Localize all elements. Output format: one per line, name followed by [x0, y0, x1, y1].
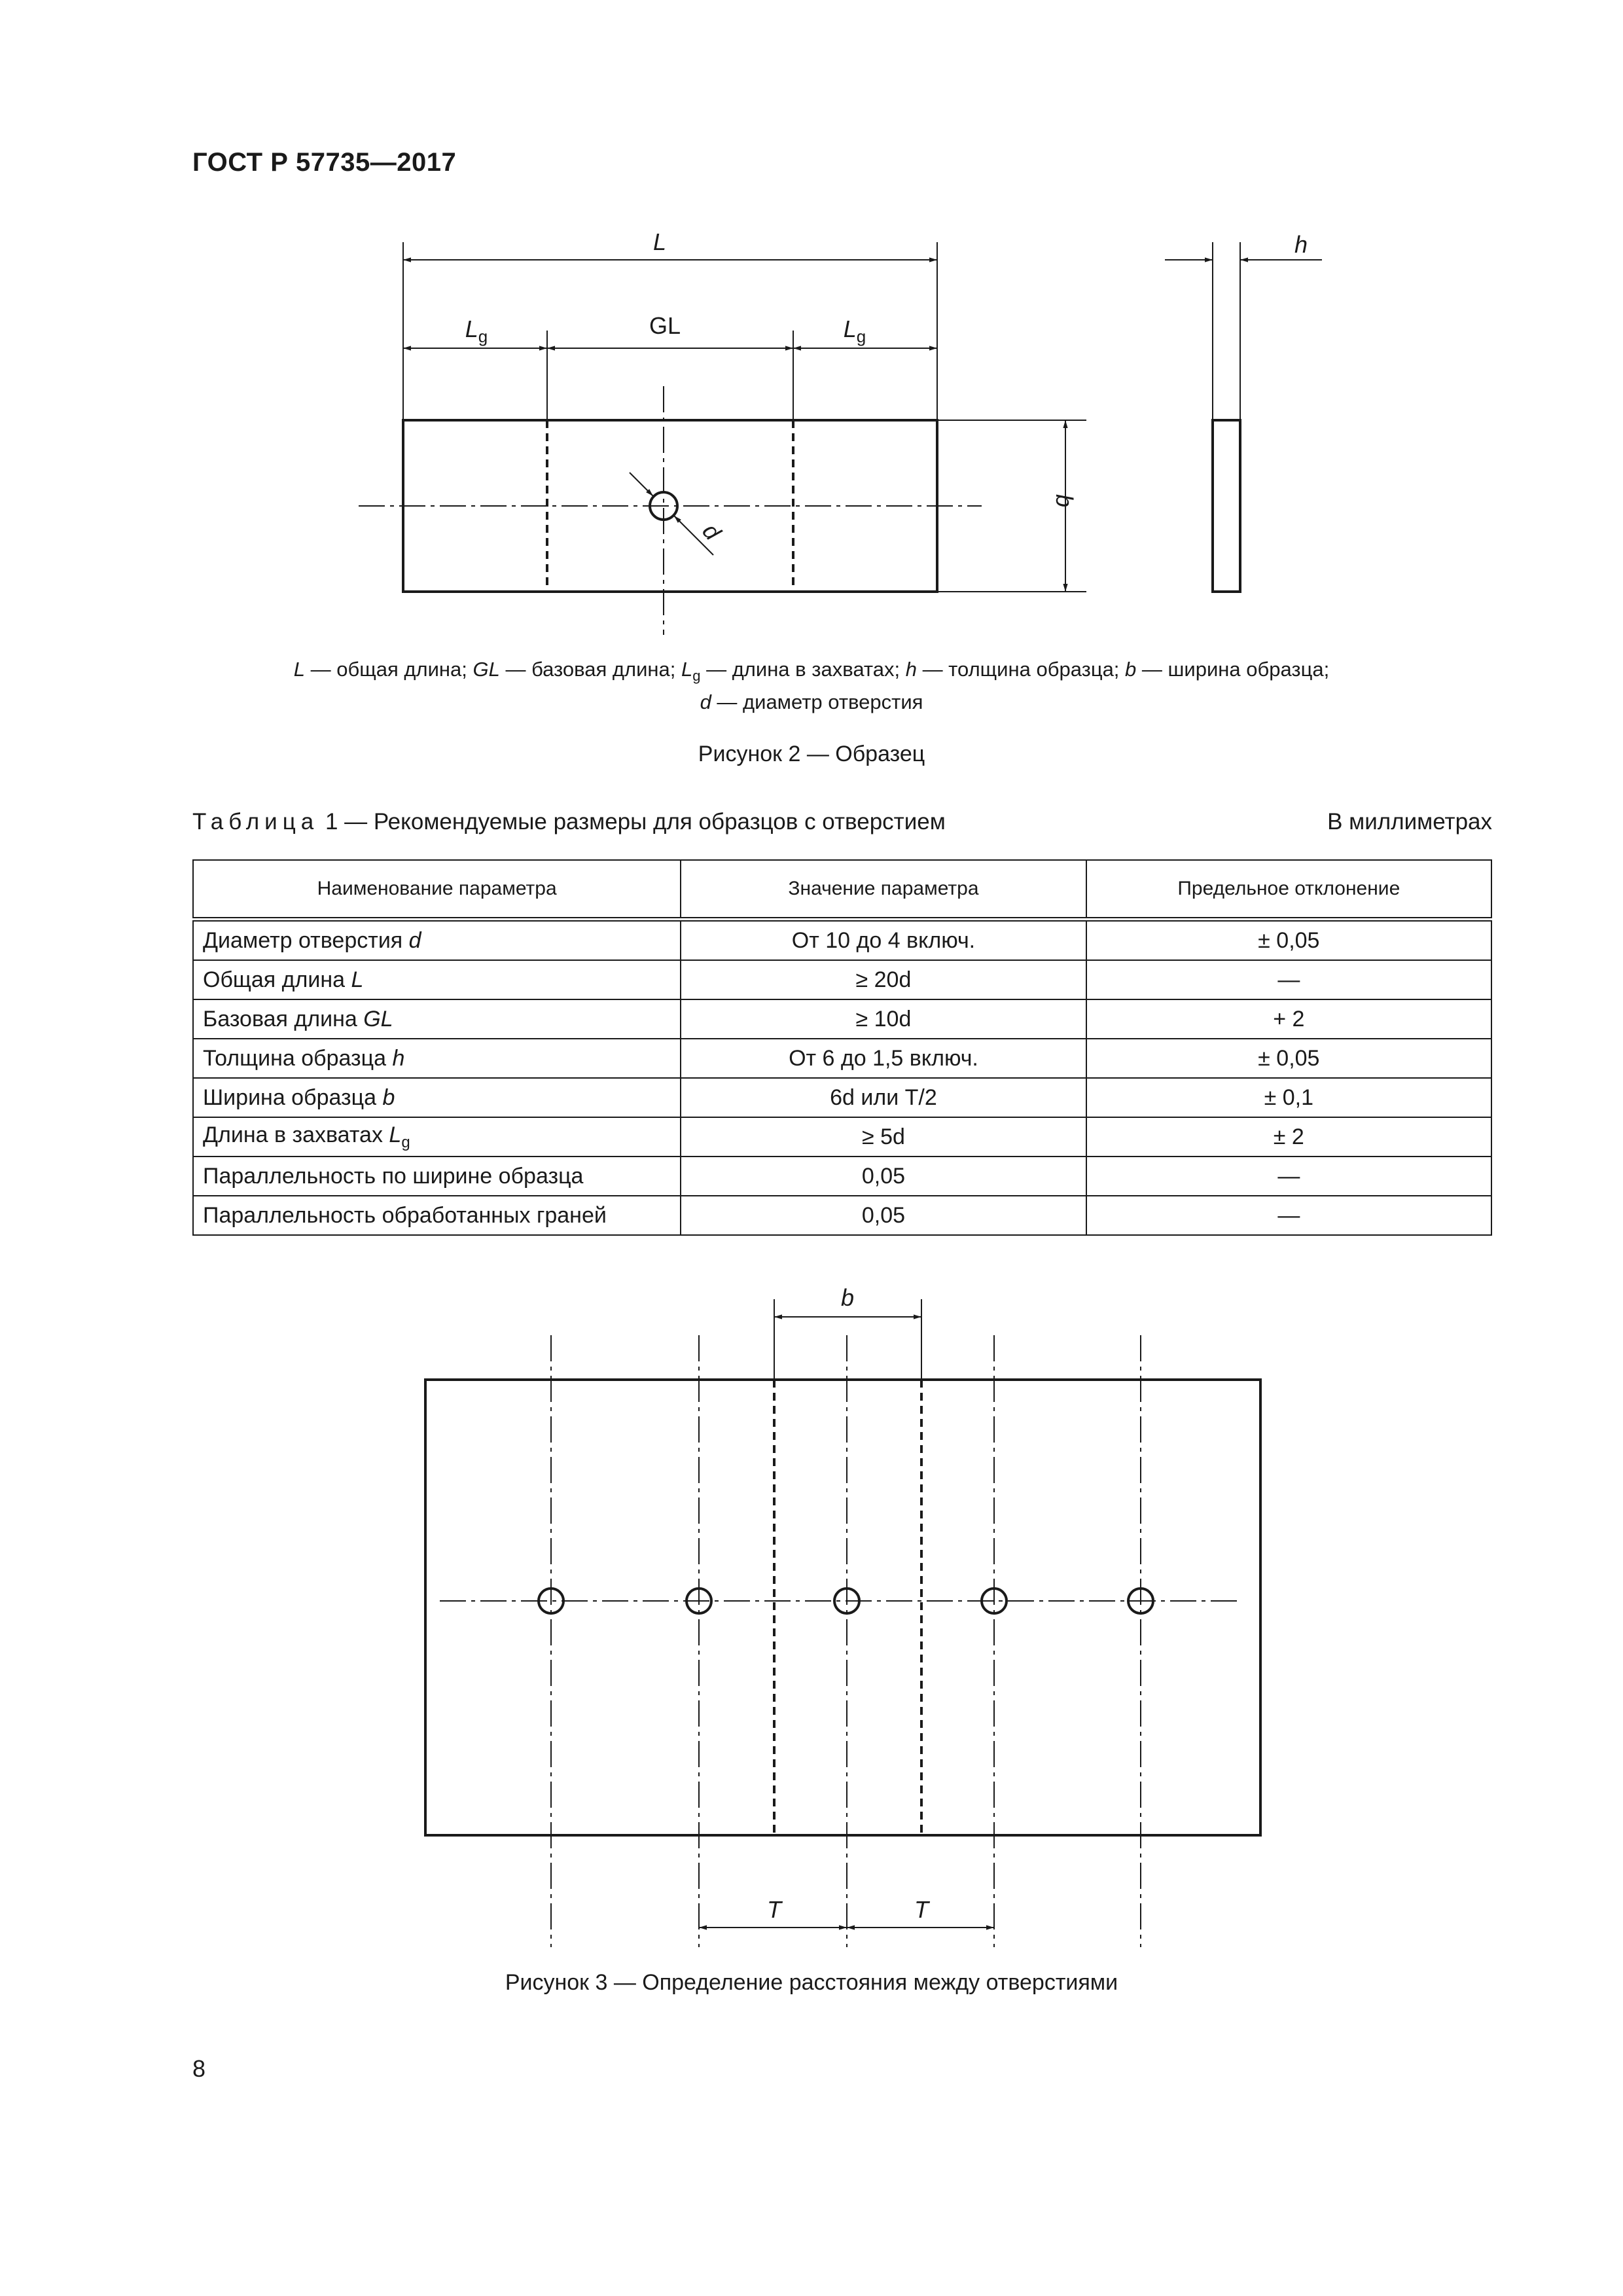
parameter-symbol: d [408, 927, 421, 953]
table-row [193, 1157, 1491, 1196]
specimen-side-view [1213, 420, 1240, 592]
parameter-symbol: L [389, 1122, 402, 1147]
table-row [193, 1117, 1491, 1157]
parameter-tolerance: — [1086, 1196, 1491, 1235]
parameter-symbol: b [382, 1085, 395, 1110]
parameter-value: 0,05 [681, 1196, 1086, 1235]
parameter-tolerance: ± 0,05 [1086, 920, 1491, 961]
parameter-name-cell [193, 1078, 681, 1117]
figure-2-legend-line-1: L — общая длина; GL — базовая длина; $L_g$ — длина в захватах; h — толщина образца; b — ширина образца; [293, 658, 1330, 685]
label-b: b [1051, 493, 1078, 508]
parameter-name: Общая длина [203, 967, 351, 992]
parameter-value: 6d или T/2 [681, 1078, 1086, 1117]
figure-2-caption: Рисунок 2 — Образец [698, 742, 925, 766]
parameter-name-cell [193, 1196, 681, 1235]
label-GL: GL [649, 312, 681, 339]
parameter-value: ≥ 5d [681, 1117, 1086, 1157]
table-row [193, 1039, 1491, 1078]
parameter-name-cell [193, 999, 681, 1039]
label-T-left: T [767, 1896, 781, 1923]
parameter-value: ≥ 10d [681, 999, 1086, 1039]
parameter-name: Длина в захватах [203, 1122, 389, 1147]
figure-2-drawing [0, 0, 1623, 694]
parameter-name: Параллельность по ширине образца [203, 1163, 584, 1189]
figure-2-legend [196, 656, 1427, 715]
table-header-row [193, 860, 1491, 920]
column-header-parameter: Наименование параметра [193, 860, 681, 920]
label-h: h [1294, 231, 1308, 258]
parameter-value: От 6 до 1,5 включ. [681, 1039, 1086, 1078]
parameters-table [192, 859, 1492, 1236]
parameter-symbol-subscript: g [401, 1133, 410, 1151]
column-header-tolerance: Предельное отклонение [1086, 860, 1491, 920]
parameter-tolerance: — [1086, 960, 1491, 999]
table-title-prefix: Таблица [192, 809, 319, 834]
label-T-right: T [914, 1896, 929, 1923]
page-number: 8 [192, 2055, 206, 2082]
table-title [192, 809, 946, 835]
label-d: d [697, 518, 726, 545]
parameter-value: ≥ 20d [681, 960, 1086, 999]
column-header-value: Значение параметра [681, 860, 1086, 920]
label-Lg-right: $L_g$ [843, 315, 866, 346]
parameter-tolerance: ± 0,1 [1086, 1078, 1491, 1117]
parameter-tolerance: — [1086, 1157, 1491, 1196]
parameter-tolerance: ± 0,05 [1086, 1039, 1491, 1078]
parameter-value: 0,05 [681, 1157, 1086, 1196]
parameter-name: Толщина образца [203, 1045, 393, 1071]
figure-2-legend-line-2: d — диаметр отверстия [700, 691, 923, 714]
parameter-tolerance: ± 2 [1086, 1117, 1491, 1157]
parameter-symbol: h [392, 1045, 405, 1071]
hole-diameter-arrow [630, 473, 653, 496]
parameter-name: Базовая длина [203, 1006, 364, 1031]
label-L: L [652, 228, 667, 255]
figure-3-drawing [0, 1263, 1623, 1970]
table-row [193, 1078, 1491, 1117]
parameter-name: Параллельность обработанных граней [203, 1202, 607, 1228]
parameter-tolerance: + 2 [1086, 999, 1491, 1039]
table-row [193, 960, 1491, 999]
parameter-symbol: GL [363, 1006, 393, 1031]
label-b: b [840, 1284, 855, 1311]
table-row [193, 920, 1491, 961]
parameter-name: Ширина образца [203, 1085, 383, 1110]
table-units: В миллиметрах [1327, 809, 1492, 834]
parameter-name-cell [193, 960, 681, 999]
table-title-text: 1 — Рекомендуемые размеры для образцов с отверстием [319, 809, 946, 834]
parameter-name: Диаметр отверстия [203, 927, 409, 953]
parameter-symbol: L [351, 967, 364, 992]
label-Lg-left: $L_g$ [465, 315, 488, 346]
parameter-value: От 10 до 4 включ. [681, 920, 1086, 961]
table-row [193, 999, 1491, 1039]
parameter-name-cell [193, 920, 681, 961]
document-header: ГОСТ Р 57735—2017 [192, 148, 457, 177]
parameter-name-cell [193, 1039, 681, 1078]
parameter-name-cell [193, 1117, 681, 1157]
figure-3-caption: Рисунок 3 — Определение расстояния между отверстиями [505, 1970, 1118, 1995]
parameter-name-cell [193, 1157, 681, 1196]
table-row [193, 1196, 1491, 1235]
